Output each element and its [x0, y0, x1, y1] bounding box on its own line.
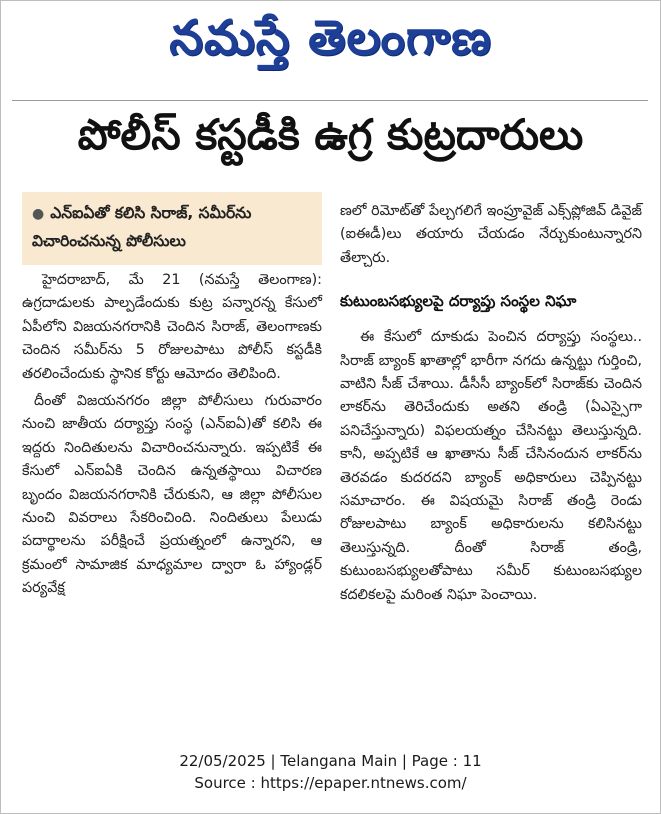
masthead [0, 0, 661, 92]
article-headline: పోలీస్‌ కస్టడీకి ఉగ్ర కుట్రదారులు [77, 110, 584, 159]
page-footer [0, 750, 661, 794]
article-subhead: కుటుంబసభ్యులపై దర్యాప్తు సంస్థల నిఘా [340, 292, 577, 311]
edition-info: 22/05/2025 | Telangana Main | Page : 11 [179, 752, 482, 770]
newspaper-logo: నమస్తే తెలంగాణ [169, 10, 492, 66]
article-deck [22, 192, 322, 265]
paragraph: దీంతో విజయనగరం జిల్లా పోలీసులు గురువారం నుంచి జాతీయ దర్యాప్తు సంస్థ (ఎన్‌ఐఏ)తో కలిసి ఈ ఇద్దరు నిందితులను విచారించనున్నారు. ఇప్పటికే ఈ కేసులో ఎన్‌ఐఏకి చెందిన ఉన్నతస్థాయి విచారణ బృందం విజయనగరానికి చేరుకుని, ఆ జిల్లా పోలీసుల నుంచి వివరాలు సేకరించింది. నిందితులు పేలుడు పదార్థాలను పరీక్షించే ప్రయత్నంలో ఉన్నారని, ఆ క్రమంలో సామాజిక మాధ్యమాల ద్వారా ఓ హ్యాండ్లర్‌ పర్యవేక్ష [22, 393, 322, 597]
paragraph-continuation: ణలో రిమోట్‌తో పేల్చగలిగే ఇంప్రూవైజ్‌ ఎక్స్‌ప్లోజివ్‌ డివైజ్‌ (ఐఈడీ)లు తయారు చేయడం నేర్చుకుంటున్నారని తేల్చారు. [340, 203, 642, 266]
paragraph: ఈ కేసులో దూకుడు పెంచిన దర్యాప్తు సంస్థలు.. సిరాజ్‌ బ్యాంక్‌ ఖాతాల్లో భారీగా నగదు ఉన్నట్టు గుర్తించి, వాటిని సీజ్‌ చేశాయి. డీసీసీ బ్యాంక్‌లో సిరాజ్‌కు చెందిన లాకర్‌ను తెరిచేందుకు అతని తండ్రి (ఏఎస్సైగా పనిచేస్తున్నారు) విఫలయత్నం చేసినట్టు తెలుస్తున్నది. కానీ, అప్పటికే ఆ ఖాతాను సీజ్‌ చేసినందున లాకర్‌ను తెరవడం కుదరదని బ్యాంక్‌ అధికారులు చెప్పినట్టు సమాచారం. ఈ విషయమై సిరాజ్‌ తండ్రి రెండు రోజులపాటు బ్యాంక్‌ అధికారులను కలిసినట్టు తెలుస్తున్నది. దీంతో సిరాజ్‌ తండ్రి, కుటుంబసభ్యులతోపాటు సమీర్‌ కుటుంబసభ్యుల కదలికలపై మరింత నిఘా పెంచాయి. [340, 329, 642, 603]
article-column-right [340, 192, 642, 737]
source-link[interactable]: Source : https://epaper.ntnews.com/ [194, 774, 467, 792]
masthead-rule [12, 100, 648, 101]
deck-text: ఎన్‌ఐఏతో కలిసి సిరాజ్‌, సమీర్‌ను విచారించనున్న పోలీసులు [32, 204, 252, 250]
paragraph: హైదరాబాద్‌, మే 21 (నమస్తే తెలంగాణ): ఉగ్రదాడులకు పాల్పడేందుకు కుట్ర పన్నారన్న కేసులో ఏపీలోని విజయనగరానికి చెందిన సిరాజ్‌, తెలంగాణకు చెందిన సమీర్‌ను 5 రోజులపాటు పోలీస్‌ కస్టడీకి తరలించేందుకు స్థానిక కోర్టు ఆమోదం తెలిపింది. [22, 272, 322, 382]
bullet-icon: ● [32, 206, 45, 222]
article-column-left [22, 192, 322, 737]
